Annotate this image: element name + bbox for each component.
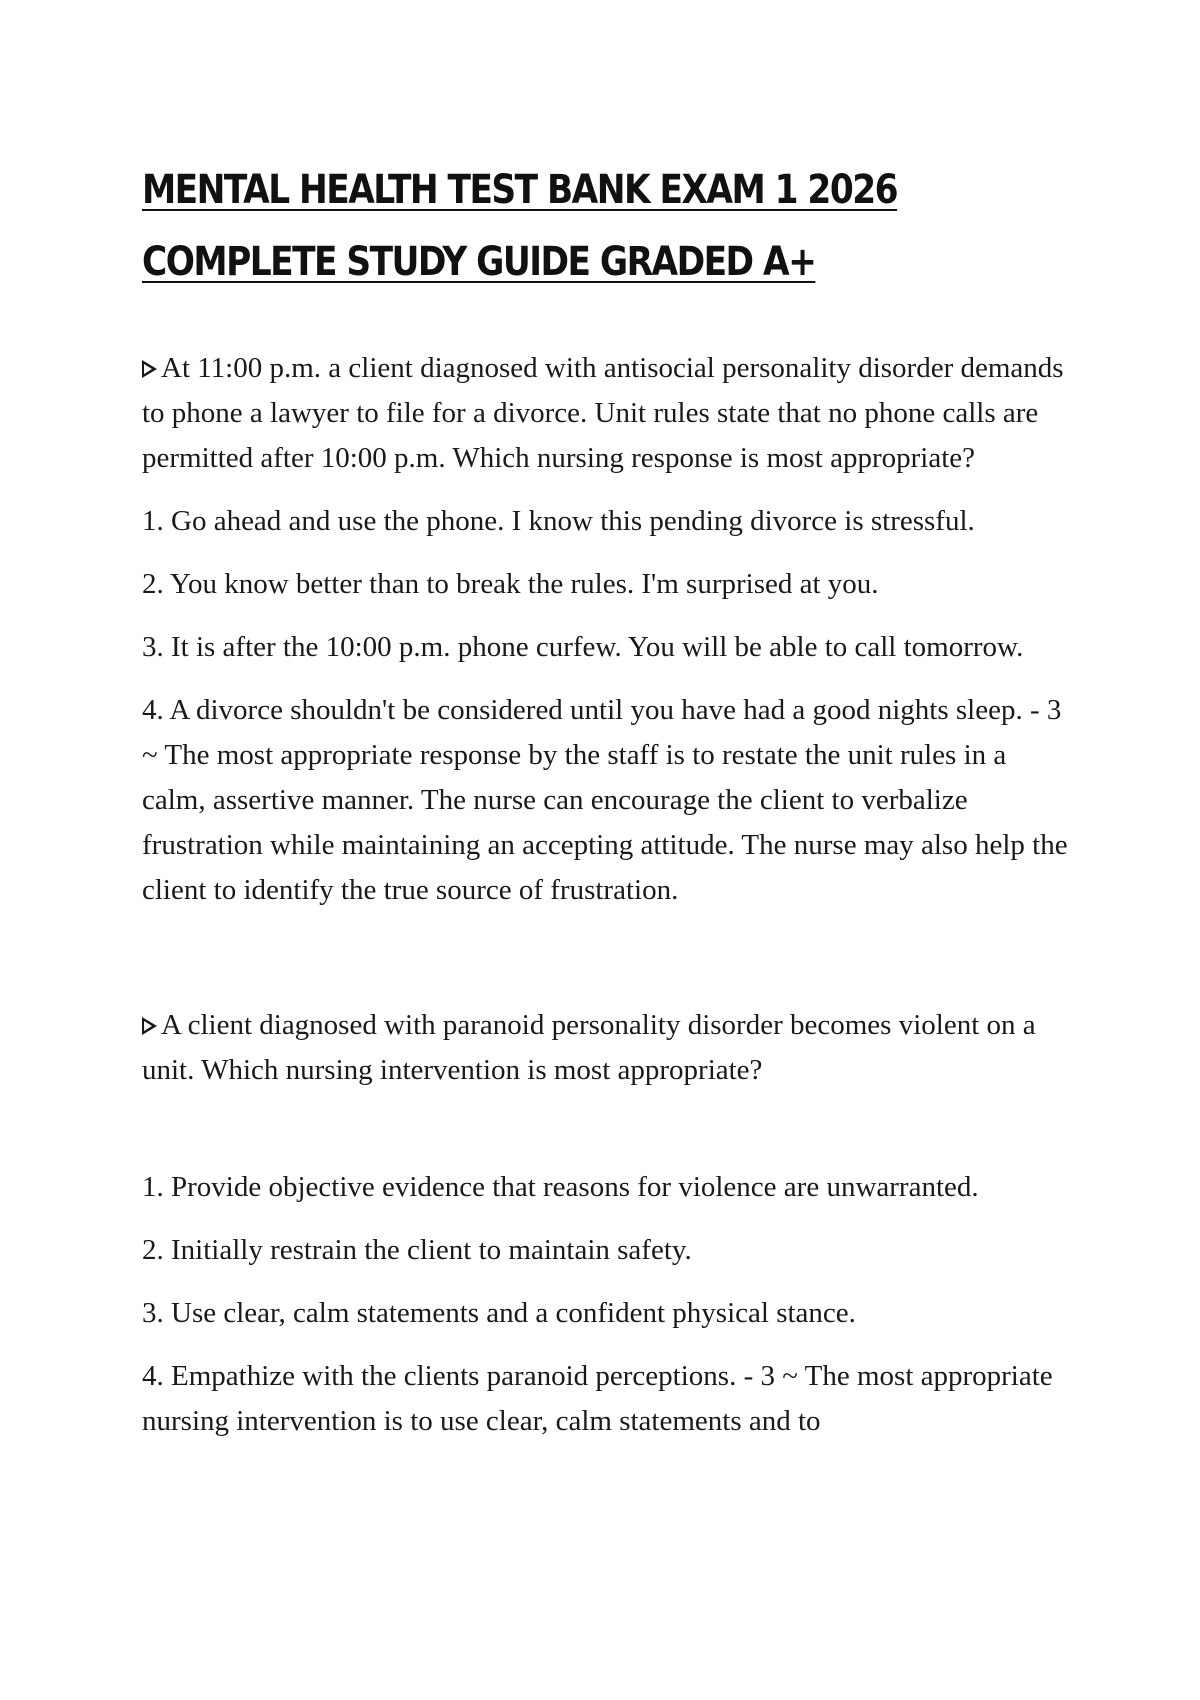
- arrow-bullet-icon: [142, 1017, 157, 1035]
- question-1: [142, 346, 1075, 913]
- question-2: [142, 1003, 1075, 1444]
- answer-option: 1. Go ahead and use the phone. I know this pending divorce is stressful.: [142, 505, 975, 537]
- answer-option: 3. Use clear, calm statements and a confident physical stance.: [142, 1297, 856, 1329]
- question-stem-text: At 11:00 p.m. a client diagnosed with antisocial personality disorder demands to phone a lawyer to file for a divorce. Unit rules state that no phone calls are permitted after 10:00 p.m. Which nursing response is most appropriate?: [142, 352, 1064, 474]
- title-line-1: MENTAL HEALTH TEST BANK EXAM 1 2026: [142, 167, 897, 213]
- answer-option: 2. You know better than to break the rules. I'm surprised at you.: [142, 568, 879, 600]
- spacer: [142, 931, 1075, 1003]
- answer-option: 1. Provide objective evidence that reasons for violence are unwarranted.: [142, 1171, 979, 1203]
- question-stem-text: A client diagnosed with paranoid personality disorder becomes violent on a unit. Which nursing intervention is most appropriate?: [142, 1009, 1036, 1086]
- title-line-2: COMPLETE STUDY GUIDE GRADED A+: [142, 239, 816, 285]
- answer-option: 2. Initially restrain the client to maintain safety.: [142, 1234, 692, 1266]
- answer-option: 3. It is after the 10:00 p.m. phone curfew. You will be able to call tomorrow.: [142, 631, 1024, 663]
- question-stem: [142, 346, 1075, 481]
- spacer: [142, 1111, 1075, 1165]
- arrow-bullet-icon: [142, 360, 157, 378]
- answer-option-with-rationale: 4. A divorce shouldn't be considered until you have had a good nights sleep. - 3 ~ The most appropriate response by the staff is to restate the unit rules in a calm, assertive manner. The nurse can encourage the client to verbalize frustration while maintaining an accepting attitude. The nurse may also help the client to identify the true source of frustration.: [142, 694, 1068, 906]
- document-title: [142, 154, 1071, 298]
- question-stem: [142, 1003, 1075, 1093]
- answer-option-with-rationale: 4. Empathize with the clients paranoid perceptions. - 3 ~ The most appropriate nursing intervention is to use clear, calm statements and to: [142, 1360, 1053, 1437]
